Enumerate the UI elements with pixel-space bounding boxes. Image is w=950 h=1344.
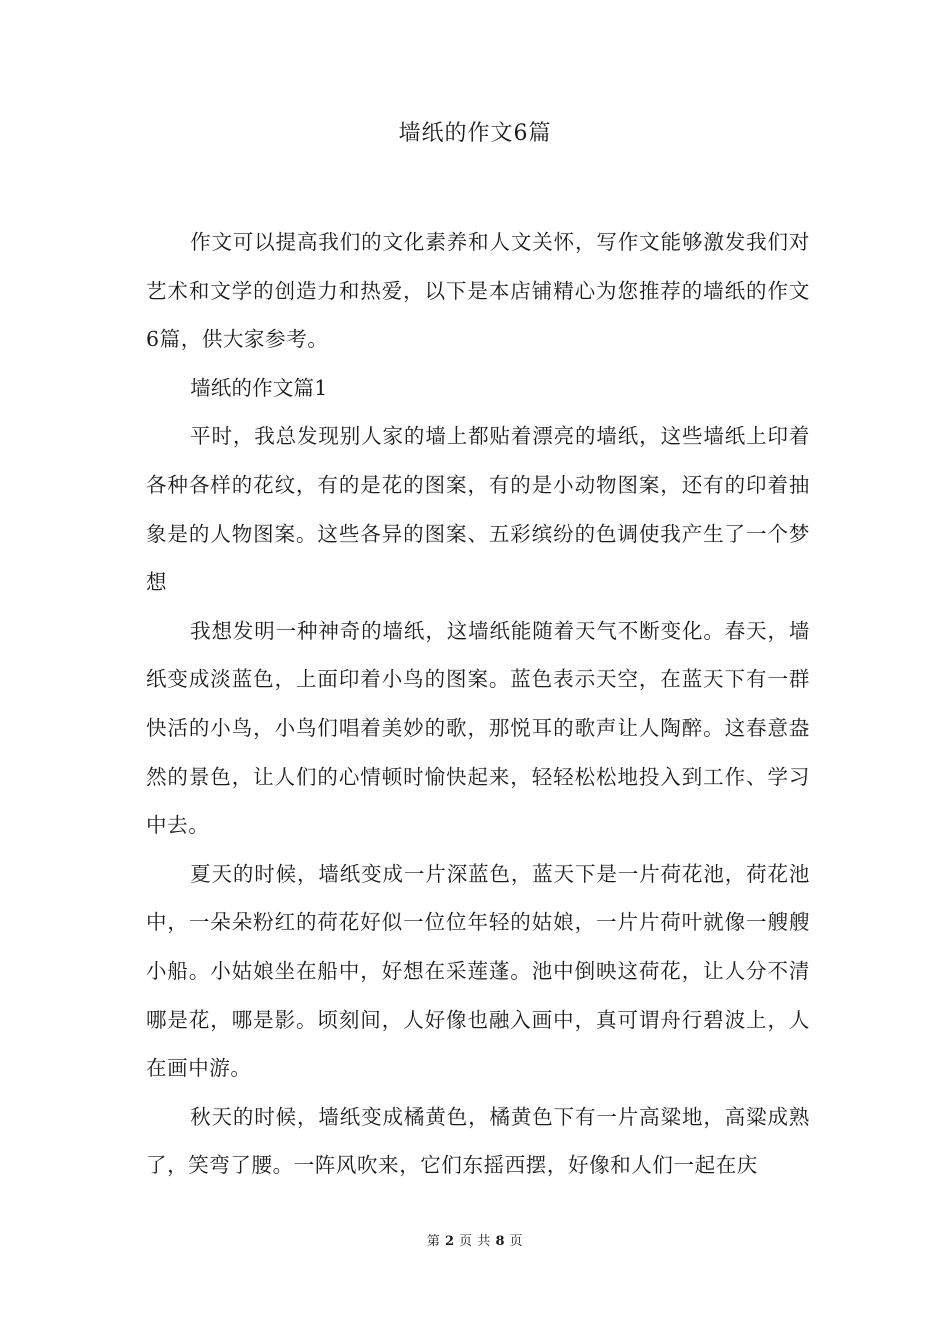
body-paragraph: 秋天的时候，墙纸变成橘黄色，橘黄色下有一片高粱地，高粱成熟了，笑弯了腰。一阵风吹来，它们东摇西摆，好像和人们一起在庆 <box>146 1104 810 1178</box>
page-number-footer <box>0 1233 950 1251</box>
intro-paragraph: 作文可以提高我们的文化素养和人文关怀，写作文能够激发我们对艺术和文学的创造力和热爱，以下是本店铺精心为您推荐的墙纸的作文6篇，供大家参考。 <box>146 230 810 352</box>
section-heading: 墙纸的作文篇1 <box>190 375 328 400</box>
document-body <box>146 218 810 1190</box>
footer-prefix: 第 <box>426 1234 441 1249</box>
body-paragraph: 我想发明一种神奇的墙纸，这墙纸能随着天气不断变化。春天，墙纸变成淡蓝色，上面印着小鸟的图案。蓝色表示天空，在蓝天下有一群快活的小鸟，小鸟们唱着美妙的歌，那悦耳的歌声让人陶醉。这春意盎然的景色，让人们的心情顿时愉快起来，轻轻松松地投入到工作、学习中去。 <box>146 618 810 838</box>
footer-suffix: 页 <box>509 1234 524 1249</box>
total-page-count: 8 <box>495 1234 505 1249</box>
footer-middle: 页 共 <box>459 1234 491 1249</box>
current-page-number: 2 <box>444 1234 455 1249</box>
body-paragraph: 夏天的时候，墙纸变成一片深蓝色，蓝天下是一片荷花池，荷花池中，一朵朵粉红的荷花好似一位位年轻的姑娘，一片片荷叶就像一艘艘小船。小姑娘坐在船中，好想在采莲蓬。池中倒映这荷花，让人分不清哪是花，哪是影。顷刻间，人好像也融入画中，真可谓舟行碧波上，人在画中游。 <box>146 861 810 1081</box>
body-paragraph: 平时，我总发现别人家的墙上都贴着漂亮的墙纸，这些墙纸上印着各种各样的花纹，有的是花的图案，有的是小动物图案，还有的印着抽象是的人物图案。这些各异的图案、五彩缤纷的色调使我产生了一个梦想 <box>146 424 810 595</box>
document-title: 墙纸的作文6篇 <box>398 121 552 146</box>
